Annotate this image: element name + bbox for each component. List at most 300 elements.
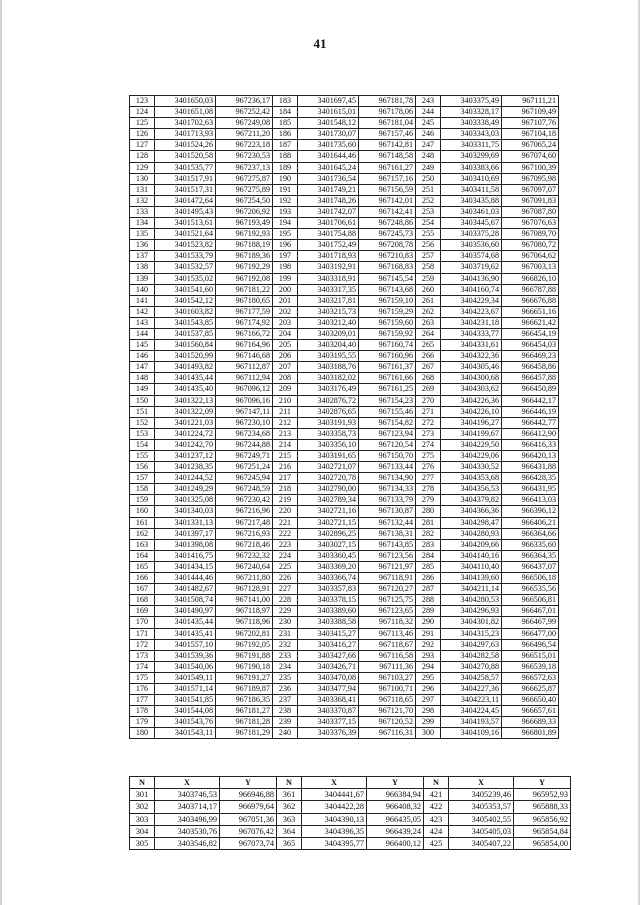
point-number-cell: 276 [416,462,441,473]
x-coordinate-cell: 3401645,24 [298,162,359,173]
x-coordinate-cell: 3403410,69 [441,173,502,184]
table-row [130,728,559,739]
point-number-cell: 170 [130,617,155,628]
y-coordinate-cell: 966400,12 [367,838,424,850]
x-coordinate-cell: 3404315,23 [441,628,502,639]
point-number-cell: 285 [416,561,441,572]
point-number-cell: 238 [273,706,298,717]
x-coordinate-cell: 3404300,68 [441,373,502,384]
table-row [130,495,559,506]
x-coordinate-cell: 3404193,57 [441,717,502,728]
y-coordinate-cell: 967111,36 [359,661,416,672]
y-coordinate-cell: 967240,64 [216,561,273,572]
x-coordinate-cell: 3405239,46 [449,789,514,801]
point-number-cell: 149 [130,384,155,395]
x-coordinate-cell: 3401571,14 [155,683,216,694]
table-row [130,639,559,650]
y-coordinate-cell: 967097,07 [502,184,559,195]
x-coordinate-cell: 3404282,58 [441,650,502,661]
point-number-cell: 260 [416,284,441,295]
y-coordinate-cell: 967087,80 [502,206,559,217]
y-coordinate-cell: 967192,05 [216,639,273,650]
point-number-cell: 214 [273,439,298,450]
table-row [130,473,559,484]
x-coordinate-cell: 3404110,40 [441,561,502,572]
y-coordinate-cell: 966467,01 [502,606,559,617]
point-number-cell: 219 [273,495,298,506]
x-coordinate-cell: 3404390,13 [302,813,367,825]
point-number-cell: 158 [130,484,155,495]
point-number-cell: 155 [130,451,155,462]
y-coordinate-cell: 967164,96 [216,340,273,351]
y-coordinate-cell: 967237,13 [216,162,273,173]
point-number-cell: 296 [416,683,441,694]
x-coordinate-cell: 3404356,53 [441,484,502,495]
column-header-x: X [449,777,514,789]
y-coordinate-cell: 966446,19 [502,406,559,417]
point-number-cell: 169 [130,606,155,617]
point-number-cell: 287 [416,584,441,595]
x-coordinate-cell: 3401242,70 [155,439,216,450]
x-coordinate-cell: 3404223,11 [441,695,502,706]
table-row [130,484,559,495]
point-number-cell: 300 [416,728,441,739]
point-number-cell: 237 [273,695,298,706]
point-number-cell: 176 [130,683,155,694]
y-coordinate-cell: 966515,01 [502,650,559,661]
y-coordinate-cell: 966676,88 [502,295,559,306]
point-number-cell: 218 [273,484,298,495]
y-coordinate-cell: 967161,37 [359,362,416,373]
x-coordinate-cell: 3401735,60 [298,140,359,151]
point-number-cell: 209 [273,384,298,395]
point-number-cell: 139 [130,273,155,284]
column-header-y: Y [514,777,571,789]
point-number-cell: 240 [273,728,298,739]
table-row [130,717,559,728]
y-coordinate-cell: 967252,42 [216,107,273,118]
y-coordinate-cell: 967118,96 [216,617,273,628]
y-coordinate-cell: 967118,67 [359,639,416,650]
y-coordinate-cell: 966801,89 [502,728,559,739]
x-coordinate-cell: 3403536,60 [441,240,502,251]
point-number-cell: 168 [130,595,155,606]
x-coordinate-cell: 3402876,72 [298,395,359,406]
y-coordinate-cell: 967145,54 [359,273,416,284]
x-coordinate-cell: 3403204,40 [298,340,359,351]
point-number-cell: 151 [130,406,155,417]
x-coordinate-cell: 3401543,85 [155,317,216,328]
point-number-cell: 305 [130,838,155,850]
point-number-cell: 302 [130,801,155,813]
x-coordinate-cell: 3404270,88 [441,661,502,672]
point-number-cell: 180 [130,728,155,739]
point-number-cell: 189 [273,162,298,173]
table-row [130,306,559,317]
y-coordinate-cell: 967111,21 [502,96,559,107]
x-coordinate-cell: 3401541,60 [155,284,216,295]
column-header-y: Y [220,777,277,789]
table-row [130,695,559,706]
point-number-cell: 178 [130,706,155,717]
point-number-cell: 217 [273,473,298,484]
point-number-cell: 224 [273,550,298,561]
x-coordinate-cell: 3403530,76 [155,825,220,837]
point-number-cell: 254 [416,218,441,229]
y-coordinate-cell: 967251,24 [216,462,273,473]
y-coordinate-cell: 966450,89 [502,384,559,395]
point-number-cell: 147 [130,362,155,373]
x-coordinate-cell: 3401736,54 [298,173,359,184]
x-coordinate-cell: 3401435,44 [155,373,216,384]
point-number-cell: 272 [416,417,441,428]
y-coordinate-cell: 967116,58 [359,650,416,661]
point-number-cell: 206 [273,351,298,362]
x-coordinate-cell: 3401490,97 [155,606,216,617]
y-coordinate-cell: 967160,96 [359,351,416,362]
x-coordinate-cell: 3401244,52 [155,473,216,484]
point-number-cell: 246 [416,129,441,140]
y-coordinate-cell: 966454,03 [502,340,559,351]
point-number-cell: 123 [130,96,155,107]
y-coordinate-cell: 966496,54 [502,639,559,650]
y-coordinate-cell: 966431,88 [502,462,559,473]
point-number-cell: 286 [416,573,441,584]
point-number-cell: 251 [416,184,441,195]
x-coordinate-cell: 3401644,46 [298,151,359,162]
point-number-cell: 294 [416,661,441,672]
point-number-cell: 161 [130,517,155,528]
x-coordinate-cell: 3401532,57 [155,262,216,273]
table-row [130,384,559,395]
table-row [130,628,559,639]
y-coordinate-cell: 967245,73 [359,229,416,240]
y-coordinate-cell: 967210,83 [359,251,416,262]
x-coordinate-cell: 3401557,10 [155,639,216,650]
x-coordinate-cell: 3401702,63 [155,118,216,129]
table-row [130,262,559,273]
x-coordinate-cell: 3403435,88 [441,195,502,206]
x-coordinate-cell: 3403299,69 [441,151,502,162]
x-coordinate-cell: 3403368,41 [298,695,359,706]
y-coordinate-cell: 966413,03 [502,495,559,506]
y-coordinate-cell: 967146,68 [216,351,273,362]
table-row [130,573,559,584]
y-coordinate-cell: 967174,92 [216,317,273,328]
y-coordinate-cell: 967178,06 [359,107,416,118]
x-coordinate-cell: 3404229,50 [441,439,502,450]
point-number-cell: 255 [416,229,441,240]
y-coordinate-cell: 966458,86 [502,362,559,373]
table-row [130,528,559,539]
point-number-cell: 361 [277,789,302,801]
point-number-cell: 291 [416,628,441,639]
x-coordinate-cell: 3403191,65 [298,451,359,462]
point-number-cell: 203 [273,317,298,328]
y-coordinate-cell: 967132,44 [359,517,416,528]
x-coordinate-cell: 3401520,99 [155,351,216,362]
x-coordinate-cell: 3404297,63 [441,639,502,650]
x-coordinate-cell: 3401535,02 [155,273,216,284]
y-coordinate-cell: 966657,61 [502,706,559,717]
point-number-cell: 298 [416,706,441,717]
x-coordinate-cell: 3402721,07 [298,462,359,473]
y-coordinate-cell: 967191,27 [216,672,273,683]
point-number-cell: 196 [273,240,298,251]
y-coordinate-cell: 966689,33 [502,717,559,728]
x-coordinate-cell: 3401543,11 [155,728,216,739]
y-coordinate-cell: 966335,60 [502,539,559,550]
point-number-cell: 192 [273,195,298,206]
point-number-cell: 288 [416,595,441,606]
x-coordinate-cell: 3404209,66 [441,539,502,550]
coordinates-table-main-body [130,96,559,739]
y-coordinate-cell: 967191,88 [216,650,273,661]
x-coordinate-cell: 3404224,45 [441,706,502,717]
x-coordinate-cell: 3403574,68 [441,251,502,262]
y-coordinate-cell: 966826,10 [502,273,559,284]
point-number-cell: 258 [416,262,441,273]
x-coordinate-cell: 3401542,12 [155,295,216,306]
y-coordinate-cell: 967161,25 [359,384,416,395]
y-coordinate-cell: 967249,71 [216,451,273,462]
table-row [130,107,559,118]
point-number-cell: 235 [273,672,298,683]
point-number-cell: 267 [416,362,441,373]
y-coordinate-cell: 967192,08 [216,273,273,284]
point-number-cell: 185 [273,118,298,129]
point-number-cell: 179 [130,717,155,728]
x-coordinate-cell: 3403369,20 [298,561,359,572]
y-coordinate-cell: 967076,63 [502,218,559,229]
table-row [130,184,559,195]
table-row [130,129,559,140]
table-row [130,838,571,850]
x-coordinate-cell: 3401543,76 [155,717,216,728]
y-coordinate-cell: 967076,42 [220,825,277,837]
x-coordinate-cell: 3401238,35 [155,462,216,473]
y-coordinate-cell: 967138,31 [359,528,416,539]
column-header-x: X [155,777,220,789]
table-row [130,373,559,384]
x-coordinate-cell: 3401533,79 [155,251,216,262]
y-coordinate-cell: 966416,33 [502,439,559,450]
x-coordinate-cell: 3401713,93 [155,129,216,140]
y-coordinate-cell: 967192,93 [216,229,273,240]
x-coordinate-cell: 3403191,93 [298,417,359,428]
point-number-cell: 228 [273,595,298,606]
point-number-cell: 425 [424,838,449,850]
x-coordinate-cell: 3401650,03 [155,96,216,107]
point-number-cell: 146 [130,351,155,362]
y-coordinate-cell: 967125,75 [359,595,416,606]
point-number-cell: 193 [273,206,298,217]
x-coordinate-cell: 3403389,60 [298,606,359,617]
point-number-cell: 244 [416,107,441,118]
y-coordinate-cell: 967100,39 [502,162,559,173]
table-row [130,140,559,151]
x-coordinate-cell: 3404258,57 [441,672,502,683]
point-number-cell: 263 [416,317,441,328]
y-coordinate-cell: 967188,19 [216,240,273,251]
y-coordinate-cell: 967189,87 [216,683,273,694]
x-coordinate-cell: 3404211,14 [441,584,502,595]
point-number-cell: 236 [273,683,298,694]
point-number-cell: 194 [273,218,298,229]
x-coordinate-cell: 3401444,46 [155,573,216,584]
column-header-n: N [424,777,449,789]
point-number-cell: 283 [416,539,441,550]
y-coordinate-cell: 967181,28 [216,717,273,728]
point-number-cell: 216 [273,462,298,473]
y-coordinate-cell: 967118,97 [216,606,273,617]
point-number-cell: 301 [130,789,155,801]
point-number-cell: 153 [130,428,155,439]
x-coordinate-cell: 3404160,74 [441,284,502,295]
x-coordinate-cell: 3403375,49 [441,96,502,107]
point-number-cell: 270 [416,395,441,406]
x-coordinate-cell: 3401495,43 [155,206,216,217]
y-coordinate-cell: 967096,12 [216,384,273,395]
x-coordinate-cell: 3404303,62 [441,384,502,395]
x-coordinate-cell: 3401322,09 [155,406,216,417]
point-number-cell: 154 [130,439,155,450]
point-number-cell: 191 [273,184,298,195]
x-coordinate-cell: 3401521,64 [155,229,216,240]
x-coordinate-cell: 3403356,10 [298,439,359,450]
x-coordinate-cell: 3403388,58 [298,617,359,628]
y-coordinate-cell: 966437,07 [502,561,559,572]
y-coordinate-cell: 967168,83 [359,262,416,273]
point-number-cell: 226 [273,573,298,584]
x-coordinate-cell: 3401748,26 [298,195,359,206]
x-coordinate-cell: 3404231,18 [441,317,502,328]
y-coordinate-cell: 967248,59 [216,484,273,495]
y-coordinate-cell: 966469,23 [502,351,559,362]
y-coordinate-cell: 967159,92 [359,328,416,339]
table-row [130,118,559,129]
point-number-cell: 278 [416,484,441,495]
x-coordinate-cell: 3401435,40 [155,384,216,395]
column-header-n: N [277,777,302,789]
x-coordinate-cell: 3401706,61 [298,218,359,229]
point-number-cell: 243 [416,96,441,107]
y-coordinate-cell: 967080,72 [502,240,559,251]
y-coordinate-cell: 966406,21 [502,517,559,528]
table-row [130,173,559,184]
x-coordinate-cell: 3401435,44 [155,617,216,628]
y-coordinate-cell: 966454,19 [502,328,559,339]
page-number: 41 [313,36,327,51]
point-number-cell: 262 [416,306,441,317]
y-coordinate-cell: 967074,60 [502,151,559,162]
table-row [130,825,571,837]
point-number-cell: 213 [273,428,298,439]
x-coordinate-cell: 3403375,28 [441,229,502,240]
point-number-cell: 173 [130,650,155,661]
x-coordinate-cell: 3401549,11 [155,672,216,683]
x-coordinate-cell: 3401754,88 [298,229,359,240]
x-coordinate-cell: 3404280,53 [441,595,502,606]
x-coordinate-cell: 3401416,75 [155,550,216,561]
y-coordinate-cell: 967208,78 [359,240,416,251]
x-coordinate-cell: 3403427,66 [298,650,359,661]
point-number-cell: 271 [416,406,441,417]
x-coordinate-cell: 3404441,67 [302,789,367,801]
x-coordinate-cell: 3401331,13 [155,517,216,528]
x-coordinate-cell: 3404322,36 [441,351,502,362]
x-coordinate-cell: 3401221,03 [155,417,216,428]
y-coordinate-cell: 967118,91 [359,573,416,584]
x-coordinate-cell: 3403338,49 [441,118,502,129]
y-coordinate-cell: 967091,83 [502,195,559,206]
point-number-cell: 239 [273,717,298,728]
x-coordinate-cell: 3404353,68 [441,473,502,484]
y-coordinate-cell: 967218,46 [216,539,273,550]
y-coordinate-cell: 967254,50 [216,195,273,206]
point-number-cell: 126 [130,129,155,140]
point-number-cell: 156 [130,462,155,473]
y-coordinate-cell: 966572,63 [502,672,559,683]
x-coordinate-cell: 3403714,17 [155,801,220,813]
x-coordinate-cell: 3401224,72 [155,428,216,439]
x-coordinate-cell: 3403719,62 [441,262,502,273]
x-coordinate-cell: 3403383,66 [441,162,502,173]
x-coordinate-cell: 3401435,41 [155,628,216,639]
point-number-cell: 145 [130,340,155,351]
y-coordinate-cell: 967223,18 [216,140,273,151]
point-number-cell: 363 [277,813,302,825]
x-coordinate-cell: 3402789,34 [298,495,359,506]
point-number-cell: 275 [416,451,441,462]
x-coordinate-cell: 3403182,02 [298,373,359,384]
x-coordinate-cell: 3403366,74 [298,573,359,584]
point-number-cell: 245 [416,118,441,129]
point-number-cell: 229 [273,606,298,617]
point-number-cell: 304 [130,825,155,837]
y-coordinate-cell: 967142,41 [359,206,416,217]
x-coordinate-cell: 3403215,73 [298,306,359,317]
y-coordinate-cell: 967051,36 [220,813,277,825]
y-coordinate-cell: 967113,46 [359,628,416,639]
x-coordinate-cell: 3401517,31 [155,184,216,195]
x-coordinate-cell: 3403176,49 [298,384,359,395]
x-coordinate-cell: 3403370,87 [298,706,359,717]
y-coordinate-cell: 966428,35 [502,473,559,484]
table-row [130,462,559,473]
point-number-cell: 231 [273,628,298,639]
x-coordinate-cell: 3401539,36 [155,650,216,661]
x-coordinate-cell: 3402790,00 [298,484,359,495]
x-coordinate-cell: 3403188,76 [298,362,359,373]
point-number-cell: 268 [416,373,441,384]
point-number-cell: 171 [130,628,155,639]
x-coordinate-cell: 3401523,82 [155,240,216,251]
y-coordinate-cell: 966439,24 [367,825,424,837]
y-coordinate-cell: 967134,33 [359,484,416,495]
point-number-cell: 233 [273,650,298,661]
x-coordinate-cell: 3401718,93 [298,251,359,262]
y-coordinate-cell: 967128,91 [216,584,273,595]
point-number-cell: 136 [130,240,155,251]
point-number-cell: 204 [273,328,298,339]
point-number-cell: 257 [416,251,441,262]
y-coordinate-cell: 966506,18 [502,573,559,584]
point-number-cell: 364 [277,825,302,837]
y-coordinate-cell: 966364,66 [502,528,559,539]
point-number-cell: 248 [416,151,441,162]
point-number-cell: 220 [273,506,298,517]
